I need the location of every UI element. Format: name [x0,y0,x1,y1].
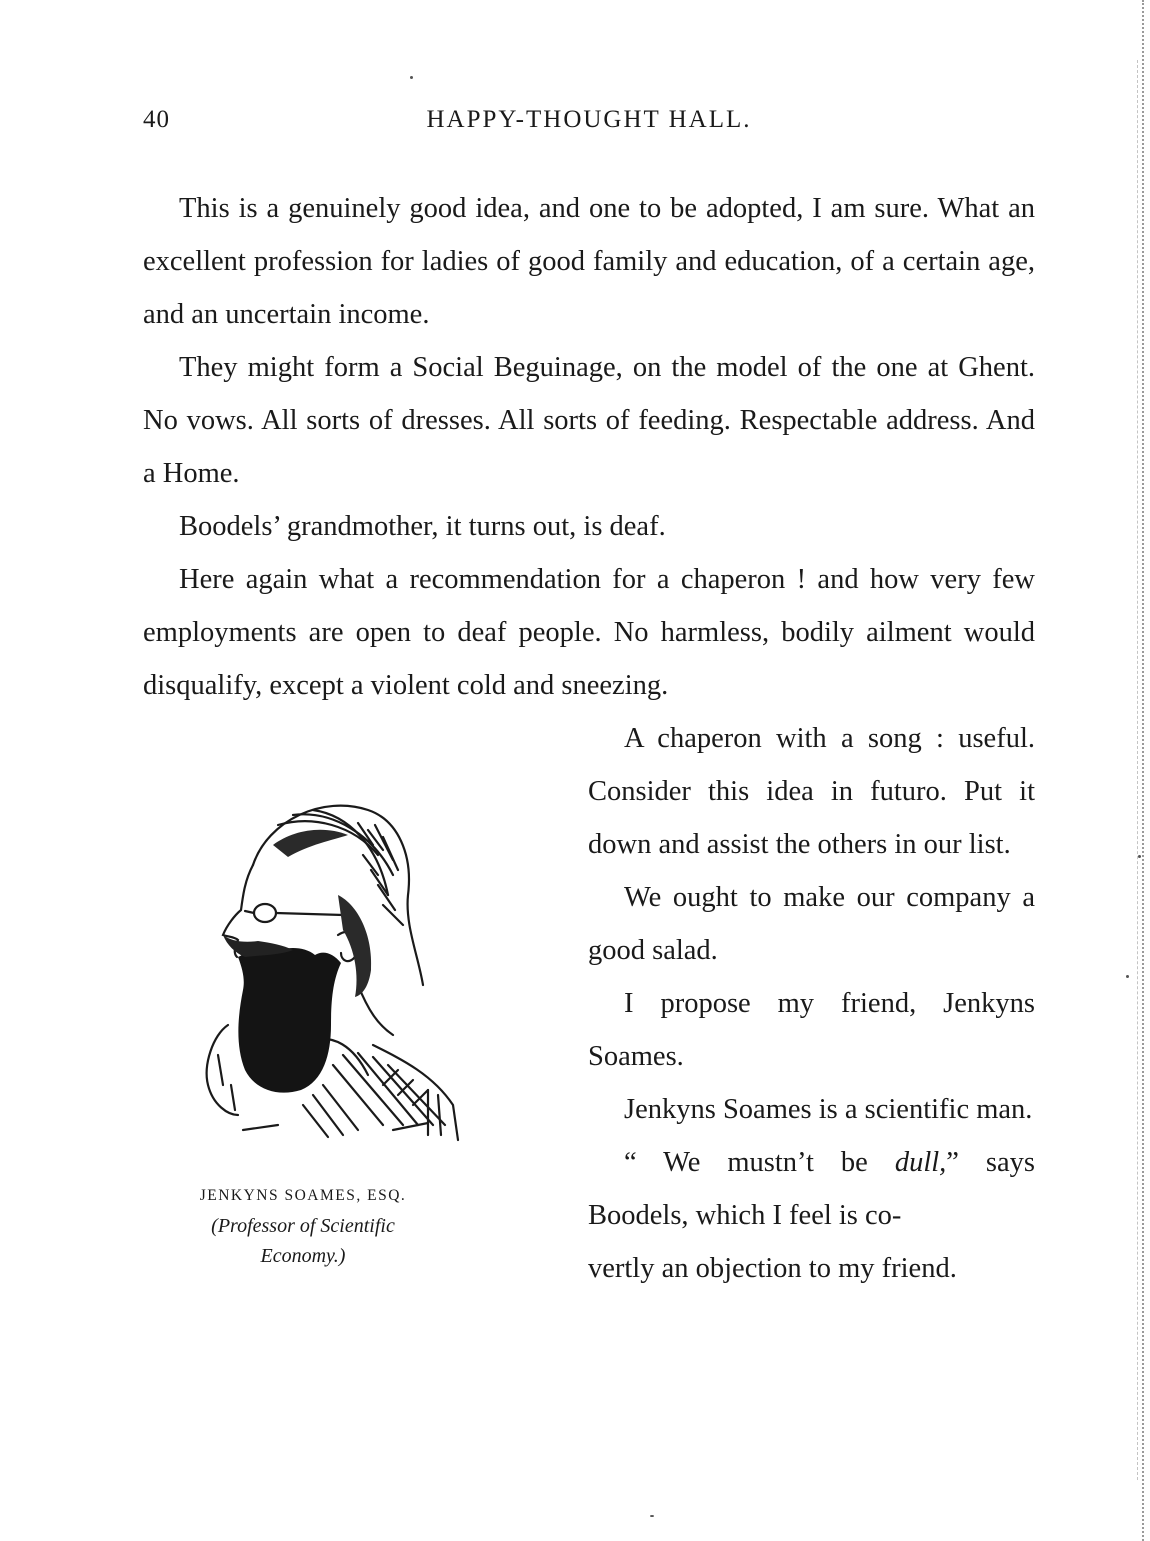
quote-emphasis: dull, [894,1147,947,1178]
paragraph: This is a genuinely good idea, and one to be adopted, I am sure. What an excellent profession for ladies of good family and education, of a certain age, and an uncertain income. [143,193,1035,330]
page-header [143,106,1035,140]
print-speck [650,1515,654,1517]
paragraph: Here again what a recommendation for a chaperon ! and how very few employments are open to deaf people. No harmless, bodily ailment would disqualify, except a violent cold and sneezing. [143,564,1035,701]
quote-close: ” says Boodels, which I feel is co- [588,1147,1035,1231]
print-speck [1126,975,1129,978]
page-number: 40 [143,106,170,133]
page-edge-dashes [1137,60,1138,1480]
running-title: HAPPY-THOUGHT HALL. [426,106,752,133]
portrait-figure [143,765,588,1299]
print-speck [1138,855,1141,858]
caption-name: JENKYNS SOAMES, ESQ. [199,1187,407,1204]
quote-open: “ We mustn’t be [624,1147,895,1178]
portrait-illustration [183,785,473,1150]
body-text [143,182,1035,1299]
paragraph: They might form a Social Beguinage, on the model of the one at Ghent. No vows. All sorts of dresses. All sorts of feeding. Respectable address. And a Home. [143,352,1035,489]
paragraph: Jenkyns Soames is a scientific man. [624,1094,1033,1125]
paragraph-continuation: useful. Consider this idea in futuro. Put it down and assist the others in our list. [588,723,1035,860]
print-speck [410,76,413,79]
caption-role: Economy.) [260,1245,346,1267]
caption-role: (Professor of Scientific [211,1215,395,1237]
paragraph: I propose my friend, Jenkyns Soames. [588,988,1035,1072]
figure-caption [143,1181,463,1271]
paragraph: We ought to make our company a good salad. [588,882,1035,966]
page-edge-dots [1142,0,1144,1541]
paragraph-lead: A chaperon with a song : [624,723,944,754]
paragraph-tail: vertly an objection to my friend. [588,1253,957,1284]
paragraph: Boodels’ grandmother, it turns out, is deaf. [179,511,666,542]
